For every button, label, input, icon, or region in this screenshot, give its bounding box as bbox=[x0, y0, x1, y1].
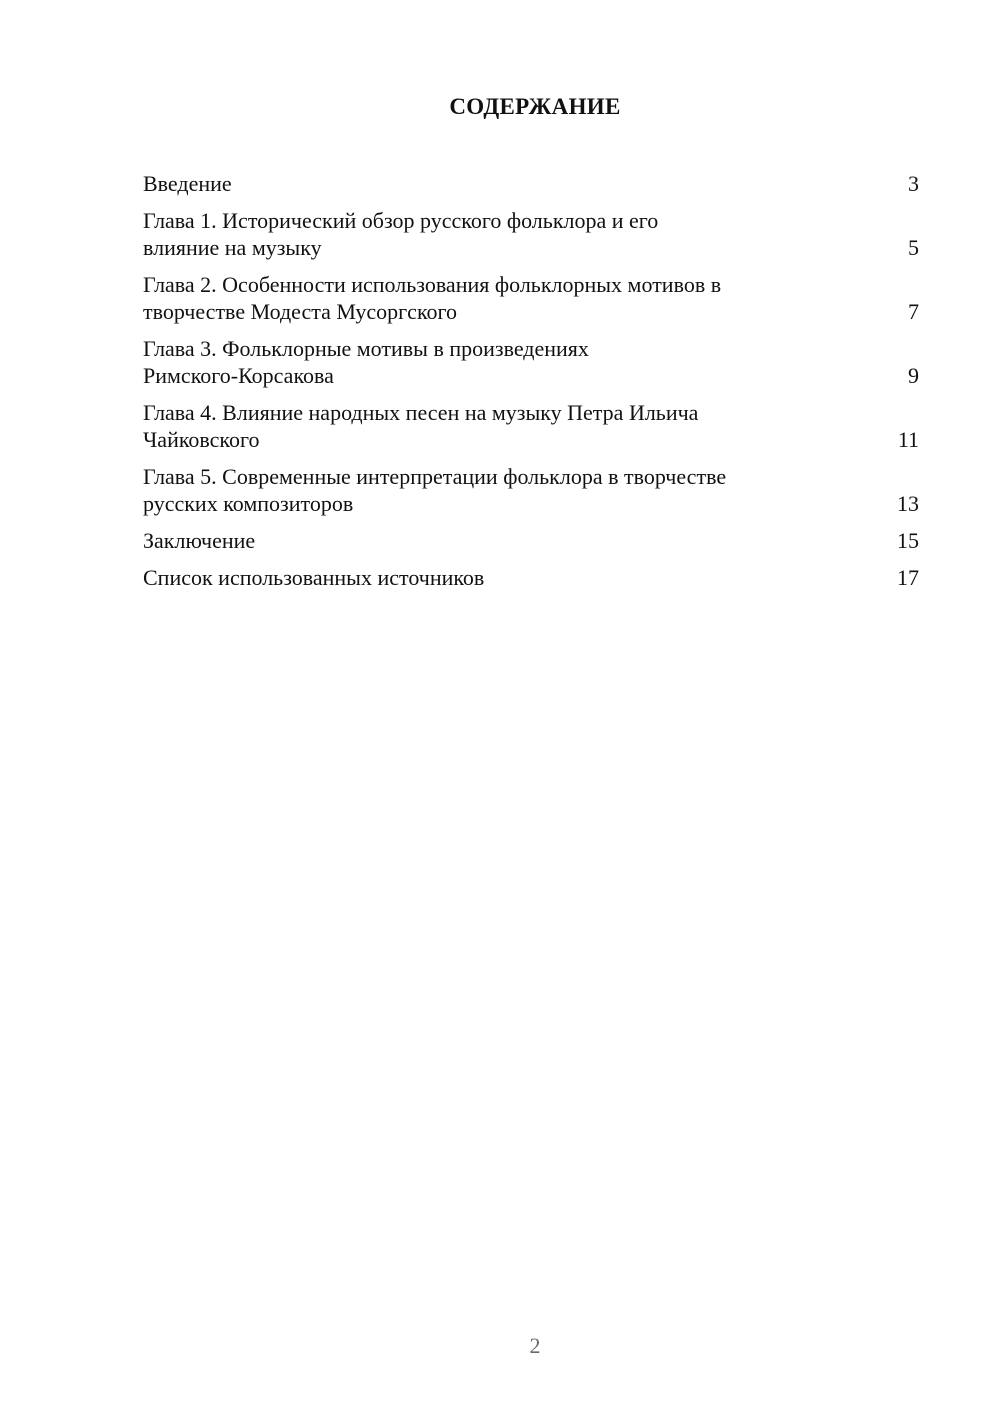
toc-entry-line: Глава 3. Фольклорные мотивы в произведениях bbox=[143, 336, 589, 361]
toc-entry-line: Глава 2. Особенности использования фольклорных мотивов в bbox=[143, 272, 722, 297]
toc-entry-chapter-1[interactable] bbox=[143, 207, 919, 261]
page-footer-number: 2 bbox=[529, 1333, 541, 1358]
toc-page-number: 7 bbox=[908, 299, 919, 324]
toc-entry-references[interactable] bbox=[143, 564, 919, 591]
toc-entry-line: Глава 4. Влияние народных песен на музыку Петра Ильича bbox=[143, 400, 699, 425]
toc-entry-line: Список использованных источников bbox=[143, 565, 485, 590]
toc-entry-chapter-5[interactable] bbox=[143, 463, 919, 517]
page-title: СОДЕРЖАНИЕ bbox=[449, 94, 621, 119]
toc-page-number: 5 bbox=[908, 235, 919, 260]
toc-entry-text bbox=[143, 527, 255, 554]
toc-page-number: 13 bbox=[897, 491, 919, 516]
toc-entry-chapter-4[interactable] bbox=[143, 399, 919, 453]
toc-page-number: 9 bbox=[908, 363, 919, 388]
toc-entry-line: русских композиторов bbox=[143, 491, 354, 516]
toc-entry-line: влияние на музыку bbox=[143, 235, 322, 260]
toc-entry-text bbox=[143, 170, 232, 197]
toc-page-number: 17 bbox=[897, 565, 919, 590]
toc-entry-line: Глава 5. Современные интерпретации фольклора в творчестве bbox=[143, 464, 727, 489]
toc-entry-line: Введение bbox=[143, 171, 232, 196]
table-of-contents bbox=[143, 170, 919, 601]
toc-page-number: 11 bbox=[897, 427, 919, 452]
toc-entry-text bbox=[143, 463, 726, 517]
toc-page-number: 3 bbox=[908, 171, 919, 196]
toc-entry-text bbox=[143, 207, 658, 261]
toc-entry-text bbox=[143, 399, 698, 453]
toc-entry-chapter-3[interactable] bbox=[143, 335, 919, 389]
toc-entry-text bbox=[143, 271, 721, 325]
toc-entry-conclusion[interactable] bbox=[143, 527, 919, 554]
toc-entry-chapter-2[interactable] bbox=[143, 271, 919, 325]
toc-entry-line: Заключение bbox=[143, 528, 256, 553]
toc-entry-line: Римского-Корсакова bbox=[143, 363, 334, 388]
toc-entry-line: Глава 1. Исторический обзор русского фольклора и его bbox=[143, 208, 659, 233]
toc-entry-introduction[interactable] bbox=[143, 170, 919, 197]
toc-entry-line: творчестве Модеста Мусоргского bbox=[143, 299, 457, 324]
toc-page-number: 15 bbox=[897, 528, 919, 553]
toc-entry-line: Чайковского bbox=[143, 427, 260, 452]
toc-entry-text bbox=[143, 335, 589, 389]
toc-entry-text bbox=[143, 564, 484, 591]
